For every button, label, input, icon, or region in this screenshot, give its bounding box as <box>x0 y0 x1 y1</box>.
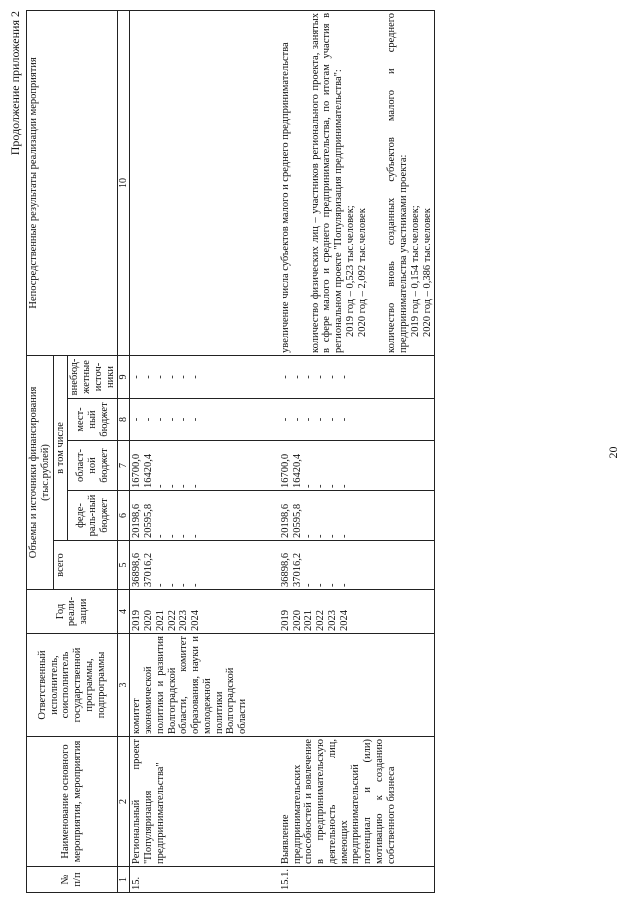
local-value: - <box>154 417 166 422</box>
row-regional <box>130 441 250 491</box>
total-value: - <box>303 583 315 587</box>
result-text: 2019 год – 0,523 тыс.человек; <box>344 205 356 337</box>
local-value: - <box>166 417 178 422</box>
federal-value: - <box>303 534 315 538</box>
column-number: 7 <box>118 441 130 491</box>
row-extra <box>130 355 250 398</box>
extra-value: - <box>154 375 166 379</box>
total-value: - <box>338 583 350 587</box>
program-table <box>26 10 435 893</box>
result-text: 2019 год – 0,154 тыс.человек; <box>409 205 421 337</box>
regional-value: - <box>166 484 178 488</box>
result-text: количество вновь созданных субъектов малого и среднего предпринимательства участниками проекта: <box>386 12 410 353</box>
local-value: - <box>338 417 350 422</box>
year-value: 2021 <box>154 610 166 631</box>
header-including: в том числе <box>53 355 68 540</box>
extra-value: - <box>279 375 291 379</box>
extra-value: - <box>131 375 143 379</box>
row-number: 15.1. <box>250 867 435 893</box>
column-number: 3 <box>118 634 130 737</box>
year-value: 2021 <box>303 610 315 631</box>
column-number: 9 <box>118 355 130 398</box>
extra-value: - <box>338 375 350 379</box>
total-value: 37016,2 <box>143 552 155 587</box>
regional-value: - <box>178 484 190 488</box>
header-local: мест-ный бюджет <box>68 399 118 441</box>
header-responsible: Ответственный исполнитель, соисполнитель государственной программы, подпрограммы <box>27 634 118 737</box>
regional-value: - <box>326 484 338 488</box>
total-value: - <box>166 583 178 587</box>
header-total: всего <box>53 541 118 590</box>
local-value: - <box>291 417 303 422</box>
row-results <box>250 10 435 355</box>
total-value: - <box>178 583 190 587</box>
local-value: - <box>303 417 315 422</box>
header-num: № п/п <box>27 867 118 893</box>
row-responsible <box>250 634 435 737</box>
header-year: Год реали-зации <box>27 590 118 634</box>
row-local <box>130 399 250 441</box>
row-name: Региональный проект "Популяризация предпринимательства" <box>130 737 250 867</box>
extra-value: - <box>143 375 155 379</box>
column-number: 4 <box>118 590 130 634</box>
regional-value: - <box>315 484 327 488</box>
row-local <box>250 399 435 441</box>
total-value: - <box>154 583 166 587</box>
year-value: 2020 <box>143 610 155 631</box>
federal-value: - <box>154 534 166 538</box>
local-value: - <box>326 417 338 422</box>
local-value: - <box>143 417 155 422</box>
header-results: Непосредственные результаты реализации мероприятия <box>27 10 118 355</box>
row-regional <box>250 441 435 491</box>
year-value: 2019 <box>279 610 291 631</box>
result-text: 2020 год – 0,386 тыс.человек <box>421 208 433 337</box>
federal-value: - <box>178 534 190 538</box>
header-funding: Объемы и источники финансирования (тыс.рублей) <box>27 355 54 589</box>
regional-value: 16420,4 <box>291 453 303 488</box>
header-regional: област-ной бюджет <box>68 441 118 491</box>
regional-value: 16700,0 <box>131 453 143 488</box>
federal-value: 20198,6 <box>131 503 143 538</box>
column-number: 5 <box>118 541 130 590</box>
local-value: - <box>190 417 202 422</box>
federal-value: - <box>326 534 338 538</box>
year-value: 2022 <box>166 610 178 631</box>
total-value: 37016,2 <box>291 552 303 587</box>
column-number: 2 <box>118 737 130 867</box>
local-value: - <box>279 417 291 422</box>
local-value: - <box>178 417 190 422</box>
federal-value: 20198,6 <box>279 503 291 538</box>
row-total <box>130 541 250 590</box>
row-number: 15. <box>130 867 250 893</box>
row-name: Выявление предпринимательских способностей и вовлечение в предпринимательскую деятельность лиц, имеющих предпринимательский потенциал и (или) мотивацию к созданию собственного бизнеса <box>250 737 435 867</box>
regional-value: - <box>303 484 315 488</box>
regional-value: - <box>338 484 350 488</box>
row-responsible: комитет экономической политики и развития Волгоградской области, комитет образования, науки и молодежной политики Волгоградской области <box>130 634 250 737</box>
extra-value: - <box>190 375 202 379</box>
row-federal <box>130 491 250 541</box>
year-value: 2020 <box>291 610 303 631</box>
table-row <box>250 10 435 892</box>
year-value: 2023 <box>326 610 338 631</box>
row-years <box>130 590 250 634</box>
total-value: - <box>315 583 327 587</box>
header-federal: феде-раль-ный бюджет <box>68 491 118 541</box>
regional-value: 16420,4 <box>143 453 155 488</box>
column-number: 10 <box>118 10 130 355</box>
total-value: - <box>190 583 202 587</box>
extra-value: - <box>166 375 178 379</box>
extra-value: - <box>315 375 327 379</box>
total-value: 36898,6 <box>279 552 291 587</box>
header-name: Наименование основного мероприятия, мероприятия <box>27 737 118 867</box>
extra-value: - <box>291 375 303 379</box>
local-value: - <box>131 417 143 422</box>
extra-value: - <box>326 375 338 379</box>
federal-value: 20595,8 <box>291 503 303 538</box>
header-extra: внебюд-жетные источ-ники <box>68 355 118 398</box>
total-value: - <box>326 583 338 587</box>
year-value: 2023 <box>178 610 190 631</box>
table-row <box>130 10 250 892</box>
regional-value: - <box>190 484 202 488</box>
row-years <box>250 590 435 634</box>
year-value: 2024 <box>190 610 202 631</box>
year-value: 2019 <box>131 610 143 631</box>
total-value: 36898,6 <box>131 552 143 587</box>
year-value: 2024 <box>338 610 350 631</box>
federal-value: 20595,8 <box>143 503 155 538</box>
column-number: 1 <box>118 867 130 893</box>
column-number: 6 <box>118 491 130 541</box>
federal-value: - <box>190 534 202 538</box>
row-extra <box>250 355 435 398</box>
continuation-label: Продолжение приложения 2 <box>8 11 22 156</box>
column-number: 8 <box>118 399 130 441</box>
local-value: - <box>315 417 327 422</box>
result-text: увеличение числа субъектов малого и среднего предпринимательства <box>279 42 291 353</box>
extra-value: - <box>303 375 315 379</box>
row-results <box>130 10 250 355</box>
regional-value: - <box>154 484 166 488</box>
federal-value: - <box>338 534 350 538</box>
regional-value: 16700,0 <box>279 453 291 488</box>
result-text: количество физических лиц – участников регионального проекта, занятых в сфере малого и среднего предпринимательства, по итогам участия в региональном проекте "Популяризация предпринимательства": <box>309 12 345 353</box>
page-number: 20 <box>606 446 620 459</box>
result-text: 2020 год – 2,092 тыс.человек <box>356 208 368 337</box>
extra-value: - <box>178 375 190 379</box>
federal-value: - <box>315 534 327 538</box>
row-federal <box>250 491 435 541</box>
year-value: 2022 <box>315 610 327 631</box>
federal-value: - <box>166 534 178 538</box>
row-total <box>250 541 435 590</box>
